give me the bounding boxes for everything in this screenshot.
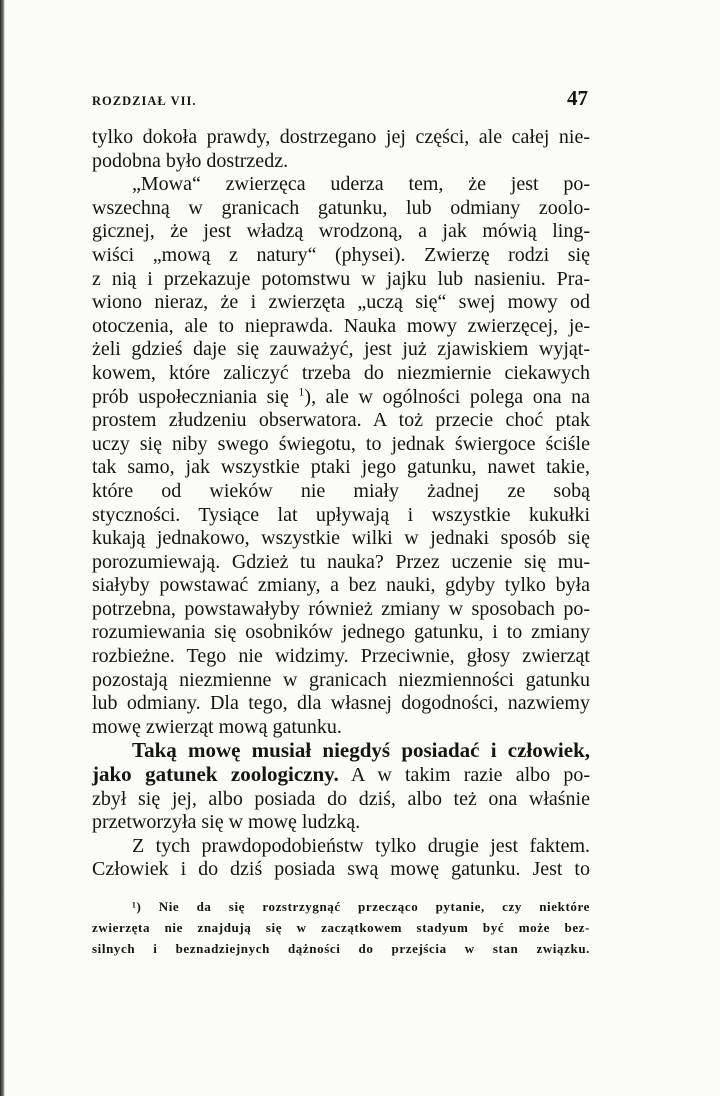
text-line: tak samo, jak wszystkie ptaki jego gatunku, nawet takie, [92,456,590,479]
text-fragment: A w takim razie albo po- [350,764,590,787]
footnote-text: Nie da się rozstrzygnąć przecząco pytanie, czy niektóre [158,899,590,914]
chapter-title: ROZDZIAŁ VII. [92,94,197,108]
footnote-line [92,896,590,917]
mixed-text-line [92,763,590,788]
text-line: przetworzyła się w mowę ludzką. [92,811,361,834]
text-line: lub odmiany. Dla tego, dla własnej dogodności, nazwiemy [92,692,590,715]
text-line: Z tych prawdopodobieństw tylko drugie jest faktem. [132,834,590,857]
text-line: rozbieżne. Tego nie widzimy. Przeciwnie, głosy zwierząt [92,645,590,668]
text-fragment: prób uspołeczniania się [92,385,289,408]
text-line: porozumiewają. Gdzież tu nauka? Przez uczenie się mu- [92,550,590,573]
text-line: styczności. Tysiące lat upływają i wszystkie kukułki [92,503,590,526]
body-text [92,126,590,882]
text-fragment: ), ale w ogólności polega ona na [304,385,591,408]
text-line: siałyby powstawać zmiany, a bez nauki, gdyby tylko była [92,574,590,597]
bold-text-line: Taką mowę musiał niegdyś posiadać i człowiek, [132,738,590,763]
text-line: potrzebna, powstawałyby również zmiany w sposobach po- [92,597,590,620]
footnote [92,896,590,959]
text-line: podobna było dostrzedz. [92,149,289,172]
running-header [92,86,590,116]
text-line: wiono nieraz, że i zwierzęta „uczą się“ swej mowy od [92,291,590,314]
bold-text-fragment: jako gatunek zoologiczny. [92,762,339,787]
text-line: wszechną w granicach gatunku, lub odmiany zoolo- [92,196,590,219]
text-line: z nią i przekazuje potomstwu w jajku lub nasieniu. Pra- [92,267,590,290]
text-line: kowem, które zaliczyć trzeba do niezmiernie ciekawych [92,361,590,384]
text-line: prostem złudzeniu obserwatora. A toż przecie choć ptak [92,409,590,432]
footnote-line: zwierzęta nie znajdują się w zaczątkowem stadyum być może bez- [92,920,590,935]
text-line: pozostają niezmienne w granicach niezmienności gatunku [92,668,590,691]
text-line: kukają jednakowo, wszystkie wilki w jednaki sposób się [92,527,590,550]
footnote-reference: 1 [298,383,305,398]
text-line: żeli gdzieś daje się zauważyć, jest już zjawiskiem wyjąt- [92,338,590,361]
page-edge-shadow [0,0,5,1096]
text-line: wiści „mową z natury“ (physei). Zwierzę rodzi się [92,243,590,266]
text-line: gicznej, że jest władzą wrodzoną, a jak mówią ling- [92,220,590,243]
text-line: tylko dokoła prawdy, dostrzegano jej części, ale całej nie- [92,126,590,148]
text-line: mowę zwierząt mową gatunku. [92,715,342,738]
text-line: zbył się jej, albo posiada do dziś, albo też ona właśnie [92,787,590,810]
text-line: rozumiewania się osobników jednego gatunku, i to zmiany [92,621,590,644]
page-number: 47 [567,86,588,110]
text-line-with-footnote-ref [92,383,591,410]
footnote-marker: ¹) [132,899,142,914]
text-line: otoczenia, ale to nieprawda. Nauka mowy zwierzęcej, je- [92,314,590,337]
text-line: „Mowa“ zwierzęca uderza tem, że jest po- [132,173,590,196]
text-line: Człowiek i do dziś posiada swą mowę gatunku. Jest to [92,858,590,881]
footnote-line: silnych i beznadziejnych dążności do przejścia w stan związku. [92,941,590,956]
text-line: które od wieków nie miały żadnej ze sobą [92,479,590,502]
text-line: uczy się niby swego świegotu, to jednak świergoce ściśle [92,432,590,455]
